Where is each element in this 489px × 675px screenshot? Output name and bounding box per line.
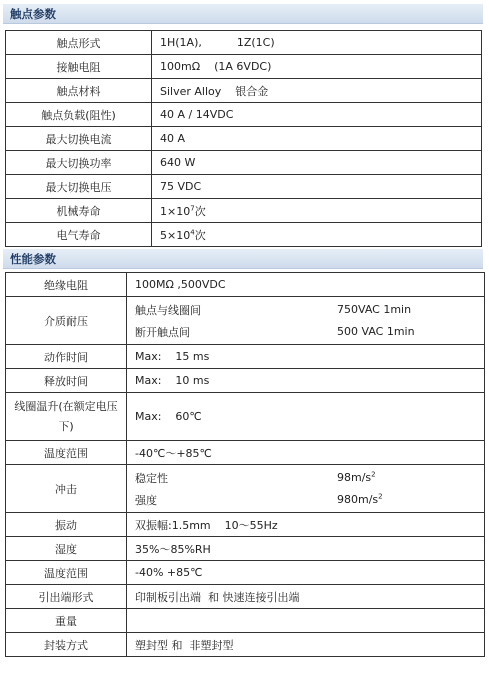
sub-value <box>337 493 383 506</box>
row-label: 温度范围 <box>6 441 127 465</box>
table-row <box>6 127 482 151</box>
table-row <box>6 633 485 657</box>
row-label: 触点负载(阻性) <box>6 103 152 127</box>
section-header-contact: 触点参数 <box>3 4 483 24</box>
table-row <box>6 223 482 247</box>
row-label: 重量 <box>6 609 127 633</box>
sub-name: 稳定性 <box>135 471 168 485</box>
row-label: 封装方式 <box>6 633 127 657</box>
table-row <box>6 151 482 175</box>
value-text: 1×10 <box>160 204 191 218</box>
table-row <box>6 585 485 609</box>
row-label: 温度范围 <box>6 561 127 585</box>
row-label: 触点材料 <box>6 79 152 103</box>
row-label: 接触电阻 <box>6 55 152 79</box>
row-value: 35%～85%RH <box>127 537 485 561</box>
section-header-performance: 性能参数 <box>3 249 483 269</box>
sub-value-text: 980m/s <box>337 493 379 506</box>
sub-name: 强度 <box>135 493 157 507</box>
row-label: 最大切换电压 <box>6 175 152 199</box>
table-row <box>6 369 485 393</box>
row-label: 机械寿命 <box>6 199 152 223</box>
table-row <box>6 175 482 199</box>
value-suffix: 次 <box>194 228 206 242</box>
table-row <box>6 273 485 297</box>
table-row <box>6 297 485 345</box>
row-value: Silver Alloy 银合金 <box>152 79 482 103</box>
sub-name: 触点与线圈间 <box>135 303 201 317</box>
table-row <box>6 561 485 585</box>
row-value: 塑封型 和 非塑封型 <box>127 633 485 657</box>
table-row <box>6 345 485 369</box>
sub-row <box>135 321 484 343</box>
table-row <box>6 103 482 127</box>
row-label: 介质耐压 <box>6 297 127 345</box>
row-value: -40℃～+85℃ <box>127 441 485 465</box>
sub-value: 750VAC 1min <box>337 303 412 316</box>
value-exponent: 4 <box>190 227 195 236</box>
performance-params-table <box>5 272 485 657</box>
sub-row <box>135 299 484 321</box>
row-label: 动作时间 <box>6 345 127 369</box>
table-row <box>6 31 482 55</box>
row-value: 40 A / 14VDC <box>152 103 482 127</box>
row-label: 绝缘电阻 <box>6 273 127 297</box>
sub-value <box>337 471 376 484</box>
row-value: 40 A <box>152 127 482 151</box>
table-row <box>6 537 485 561</box>
row-value: 1H(1A), 1Z(1C) <box>152 31 482 55</box>
row-value <box>127 609 485 633</box>
table-row <box>6 79 482 103</box>
row-label-line: 下) <box>58 419 74 433</box>
row-label-line: 线圈温升(在额定电压 <box>14 399 118 413</box>
row-value: 印制板引出端 和 快速连接引出端 <box>127 585 485 609</box>
row-label: 最大切换电流 <box>6 127 152 151</box>
sub-value-exponent: 2 <box>371 470 376 479</box>
row-value <box>152 199 482 223</box>
row-value <box>127 297 485 345</box>
row-value: Max: 60℃ <box>127 393 485 441</box>
sub-value-text: 98m/s <box>337 471 372 484</box>
table-row <box>6 55 482 79</box>
sub-name: 断开触点间 <box>135 325 190 339</box>
sub-row <box>135 489 484 511</box>
table-row <box>6 441 485 465</box>
table-row <box>6 465 485 513</box>
sub-value: 500 VAC 1min <box>337 325 415 338</box>
row-label <box>6 393 127 441</box>
row-value: Max: 15 ms <box>127 345 485 369</box>
row-value <box>152 223 482 247</box>
sub-row <box>135 467 484 489</box>
row-value: 双振幅:1.5mm 10～55Hz <box>127 513 485 537</box>
row-label: 触点形式 <box>6 31 152 55</box>
row-label: 振动 <box>6 513 127 537</box>
table-row <box>6 199 482 223</box>
table-row <box>6 609 485 633</box>
row-value: 640 W <box>152 151 482 175</box>
row-value <box>127 465 485 513</box>
sub-value-exponent: 2 <box>378 492 383 501</box>
row-value: Max: 10 ms <box>127 369 485 393</box>
table-row <box>6 513 485 537</box>
contact-params-table <box>5 30 482 247</box>
row-label: 湿度 <box>6 537 127 561</box>
row-label: 冲击 <box>6 465 127 513</box>
row-value: 100mΩ (1A 6VDC) <box>152 55 482 79</box>
value-exponent: 7 <box>190 203 195 212</box>
row-value: 100MΩ ,500VDC <box>127 273 485 297</box>
value-text: 5×10 <box>160 228 191 242</box>
row-value: -40% +85℃ <box>127 561 485 585</box>
row-label: 引出端形式 <box>6 585 127 609</box>
row-label: 电气寿命 <box>6 223 152 247</box>
value-suffix: 次 <box>194 204 206 218</box>
row-label: 最大切换功率 <box>6 151 152 175</box>
table-row <box>6 393 485 441</box>
row-value: 75 VDC <box>152 175 482 199</box>
row-label: 释放时间 <box>6 369 127 393</box>
